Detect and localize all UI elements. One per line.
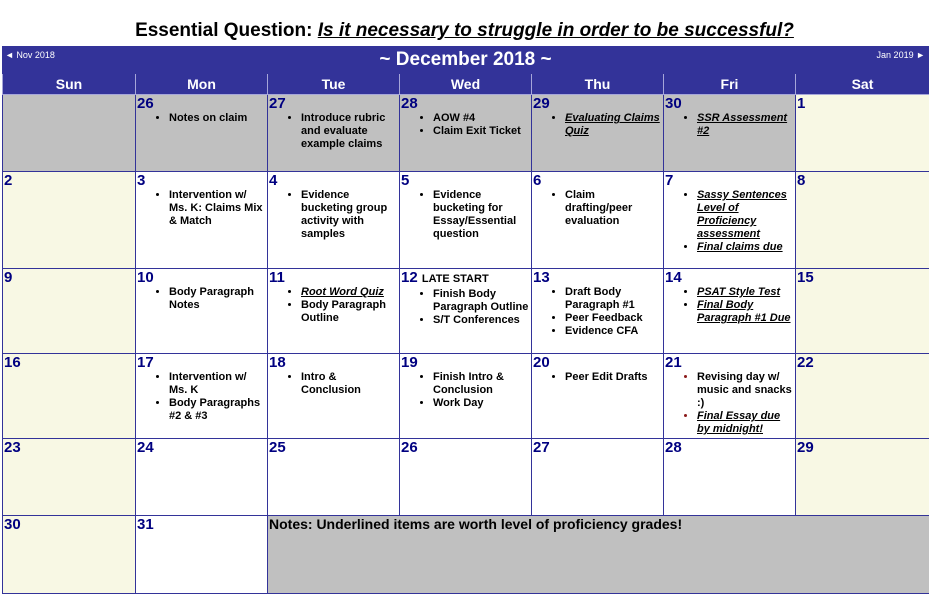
event-list bbox=[136, 371, 267, 423]
event-item: • Claim drafting/peer evaluation bbox=[565, 189, 663, 228]
event-list bbox=[532, 189, 663, 228]
calendar-grid bbox=[2, 74, 929, 594]
graded-event-item: • Final Body Paragraph #1 Due bbox=[697, 299, 795, 325]
day-cell[interactable] bbox=[136, 95, 268, 172]
weekday-header-row bbox=[3, 74, 929, 95]
day-cell[interactable] bbox=[268, 354, 400, 439]
event-list bbox=[268, 371, 399, 397]
graded-event-item: • Sassy Sentences Level of Proficiency assessment bbox=[697, 189, 795, 241]
day-number: 6 bbox=[533, 172, 542, 189]
event-item: • Finish Intro & Conclusion bbox=[433, 371, 531, 397]
event-list bbox=[532, 286, 663, 338]
event-list bbox=[400, 371, 531, 410]
day-number: 18 bbox=[269, 354, 286, 371]
day-number: 26 bbox=[137, 95, 154, 112]
day-cell[interactable] bbox=[796, 439, 929, 516]
month-header bbox=[2, 46, 929, 74]
day-number: 25 bbox=[269, 439, 286, 456]
day-number: 3 bbox=[137, 172, 146, 189]
day-cell[interactable] bbox=[3, 439, 136, 516]
essential-question-heading bbox=[0, 0, 929, 44]
day-cell[interactable] bbox=[136, 439, 268, 516]
event-item: • Peer Edit Drafts bbox=[565, 371, 663, 384]
day-number: 15 bbox=[797, 269, 814, 286]
day-cell[interactable] bbox=[400, 95, 532, 172]
prev-month-link[interactable]: ◄ Nov 2018 bbox=[5, 50, 55, 60]
day-cell[interactable] bbox=[3, 269, 136, 354]
day-number: 13 bbox=[533, 269, 550, 286]
event-list bbox=[268, 286, 399, 325]
essential-question-label: Essential Question: bbox=[135, 20, 313, 41]
day-cell[interactable] bbox=[400, 439, 532, 516]
late-start-label: LATE START bbox=[421, 273, 489, 285]
day-cell[interactable] bbox=[664, 95, 796, 172]
weekday-sun: Sun bbox=[3, 74, 136, 95]
event-list bbox=[268, 112, 399, 151]
day-number: 21 bbox=[665, 354, 682, 371]
day-cell[interactable] bbox=[532, 354, 664, 439]
event-list bbox=[136, 189, 267, 228]
event-list bbox=[664, 189, 795, 254]
notes-cell bbox=[268, 516, 929, 594]
event-list bbox=[664, 371, 795, 436]
event-item: • Intervention w/ Ms. K bbox=[169, 371, 267, 397]
day-number: 29 bbox=[797, 439, 814, 456]
event-item: • Draft Body Paragraph #1 bbox=[565, 286, 663, 312]
event-item: • Evidence bucketing group activity with samples bbox=[301, 189, 399, 241]
day-cell[interactable] bbox=[136, 269, 268, 354]
weekday-fri: Fri bbox=[664, 74, 796, 95]
event-item: • Notes on claim bbox=[169, 112, 267, 125]
graded-event-item: • Root Word Quiz bbox=[301, 286, 399, 299]
event-item: • S/T Conferences bbox=[433, 314, 531, 327]
event-item: • AOW #4 bbox=[433, 112, 531, 125]
week-row bbox=[3, 269, 929, 354]
weekday-wed: Wed bbox=[400, 74, 532, 95]
day-cell[interactable] bbox=[796, 172, 929, 269]
month-title: ~ December 2018 ~ bbox=[379, 49, 552, 70]
essential-question-text: Is it necessary to struggle in order to be successful? bbox=[317, 20, 794, 41]
day-cell[interactable] bbox=[796, 269, 929, 354]
day-number: 10 bbox=[137, 269, 154, 286]
graded-event-item: • Final claims due bbox=[697, 241, 795, 254]
day-number: 31 bbox=[137, 516, 154, 533]
weekday-tue: Tue bbox=[268, 74, 400, 95]
event-list bbox=[136, 286, 267, 312]
day-cell[interactable] bbox=[796, 95, 929, 172]
event-item: • Claim Exit Ticket bbox=[433, 125, 531, 138]
day-cell[interactable] bbox=[532, 95, 664, 172]
day-cell-empty bbox=[3, 95, 136, 172]
day-number: 8 bbox=[797, 172, 806, 189]
week-row bbox=[3, 354, 929, 439]
weekday-sat: Sat bbox=[796, 74, 929, 95]
next-month-link[interactable]: Jan 2019 ► bbox=[876, 50, 925, 60]
day-number: 2 bbox=[4, 172, 13, 189]
event-item: • Peer Feedback bbox=[565, 312, 663, 325]
event-item: • Work Day bbox=[433, 397, 531, 410]
event-item: • Body Paragraph Notes bbox=[169, 286, 267, 312]
day-cell[interactable] bbox=[532, 172, 664, 269]
event-item: • Intervention w/ Ms. K: Claims Mix & Match bbox=[169, 189, 267, 228]
day-cell[interactable] bbox=[3, 516, 136, 594]
week-row bbox=[3, 516, 929, 594]
day-number: 11 bbox=[269, 269, 285, 286]
notes-text: Notes: Underlined items are worth level of proficiency grades! bbox=[269, 516, 683, 532]
day-cell[interactable] bbox=[664, 354, 796, 439]
day-number: 14 bbox=[665, 269, 682, 286]
calendar-body bbox=[3, 95, 929, 594]
event-list bbox=[136, 112, 267, 125]
event-item: • Evidence CFA bbox=[565, 325, 663, 338]
day-cell[interactable] bbox=[796, 354, 929, 439]
day-cell[interactable] bbox=[664, 172, 796, 269]
event-item: • Body Paragraphs #2 & #3 bbox=[169, 397, 267, 423]
day-number: 4 bbox=[269, 172, 278, 189]
week-row bbox=[3, 439, 929, 516]
day-cell[interactable] bbox=[400, 354, 532, 439]
event-item: • Finish Body Paragraph Outline bbox=[433, 288, 531, 314]
event-item: • Revising day w/ music and snacks :) bbox=[697, 371, 795, 410]
day-cell[interactable] bbox=[664, 439, 796, 516]
day-number: 29 bbox=[533, 95, 550, 112]
event-list bbox=[664, 112, 795, 138]
week-row bbox=[3, 172, 929, 269]
event-list bbox=[400, 288, 531, 327]
day-number: 20 bbox=[533, 354, 550, 371]
day-cell[interactable] bbox=[268, 269, 400, 354]
day-number: 1 bbox=[797, 95, 806, 112]
event-list bbox=[532, 371, 663, 384]
day-number: 26 bbox=[401, 439, 418, 456]
event-item: • Body Paragraph Outline bbox=[301, 299, 399, 325]
event-list bbox=[268, 189, 399, 241]
day-number: 23 bbox=[4, 439, 21, 456]
day-number-wrap bbox=[400, 269, 531, 288]
event-item: • Intro & Conclusion bbox=[301, 371, 399, 397]
graded-event-item: • Evaluating Claims Quiz bbox=[565, 112, 663, 138]
day-number: 12 bbox=[401, 269, 418, 286]
day-number: 9 bbox=[4, 269, 13, 286]
day-cell[interactable] bbox=[400, 269, 532, 354]
day-cell[interactable] bbox=[268, 439, 400, 516]
day-cell[interactable] bbox=[136, 172, 268, 269]
graded-event-item: • Final Essay due by midnight! bbox=[697, 410, 795, 436]
event-list bbox=[400, 189, 531, 241]
day-cell[interactable] bbox=[3, 172, 136, 269]
day-cell[interactable] bbox=[136, 354, 268, 439]
graded-event-item: • SSR Assessment #2 bbox=[697, 112, 795, 138]
day-cell[interactable] bbox=[400, 172, 532, 269]
day-number: 7 bbox=[665, 172, 674, 189]
day-cell[interactable] bbox=[268, 95, 400, 172]
day-cell[interactable] bbox=[268, 172, 400, 269]
day-number: 27 bbox=[533, 439, 550, 456]
day-number: 17 bbox=[137, 354, 154, 371]
day-number: 19 bbox=[401, 354, 418, 371]
event-list bbox=[664, 286, 795, 325]
day-cell[interactable] bbox=[532, 439, 664, 516]
weekday-thu: Thu bbox=[532, 74, 664, 95]
day-number: 5 bbox=[401, 172, 410, 189]
day-cell[interactable] bbox=[3, 354, 136, 439]
day-number: 22 bbox=[797, 354, 814, 371]
day-number: 16 bbox=[4, 354, 21, 371]
graded-event-item: • PSAT Style Test bbox=[697, 286, 795, 299]
weekday-mon: Mon bbox=[136, 74, 268, 95]
day-number: 27 bbox=[269, 95, 286, 112]
day-cell[interactable] bbox=[532, 269, 664, 354]
day-number: 28 bbox=[665, 439, 682, 456]
day-number: 30 bbox=[4, 516, 21, 533]
day-cell[interactable] bbox=[136, 516, 268, 594]
day-number: 30 bbox=[665, 95, 682, 112]
event-item: • Introduce rubric and evaluate example claims bbox=[301, 112, 399, 151]
day-number: 24 bbox=[137, 439, 154, 456]
event-item: • Evidence bucketing for Essay/Essential question bbox=[433, 189, 531, 241]
day-cell[interactable] bbox=[664, 269, 796, 354]
event-list bbox=[400, 112, 531, 138]
event-list bbox=[532, 112, 663, 138]
day-number: 28 bbox=[401, 95, 418, 112]
calendar bbox=[2, 46, 929, 594]
week-row bbox=[3, 95, 929, 172]
